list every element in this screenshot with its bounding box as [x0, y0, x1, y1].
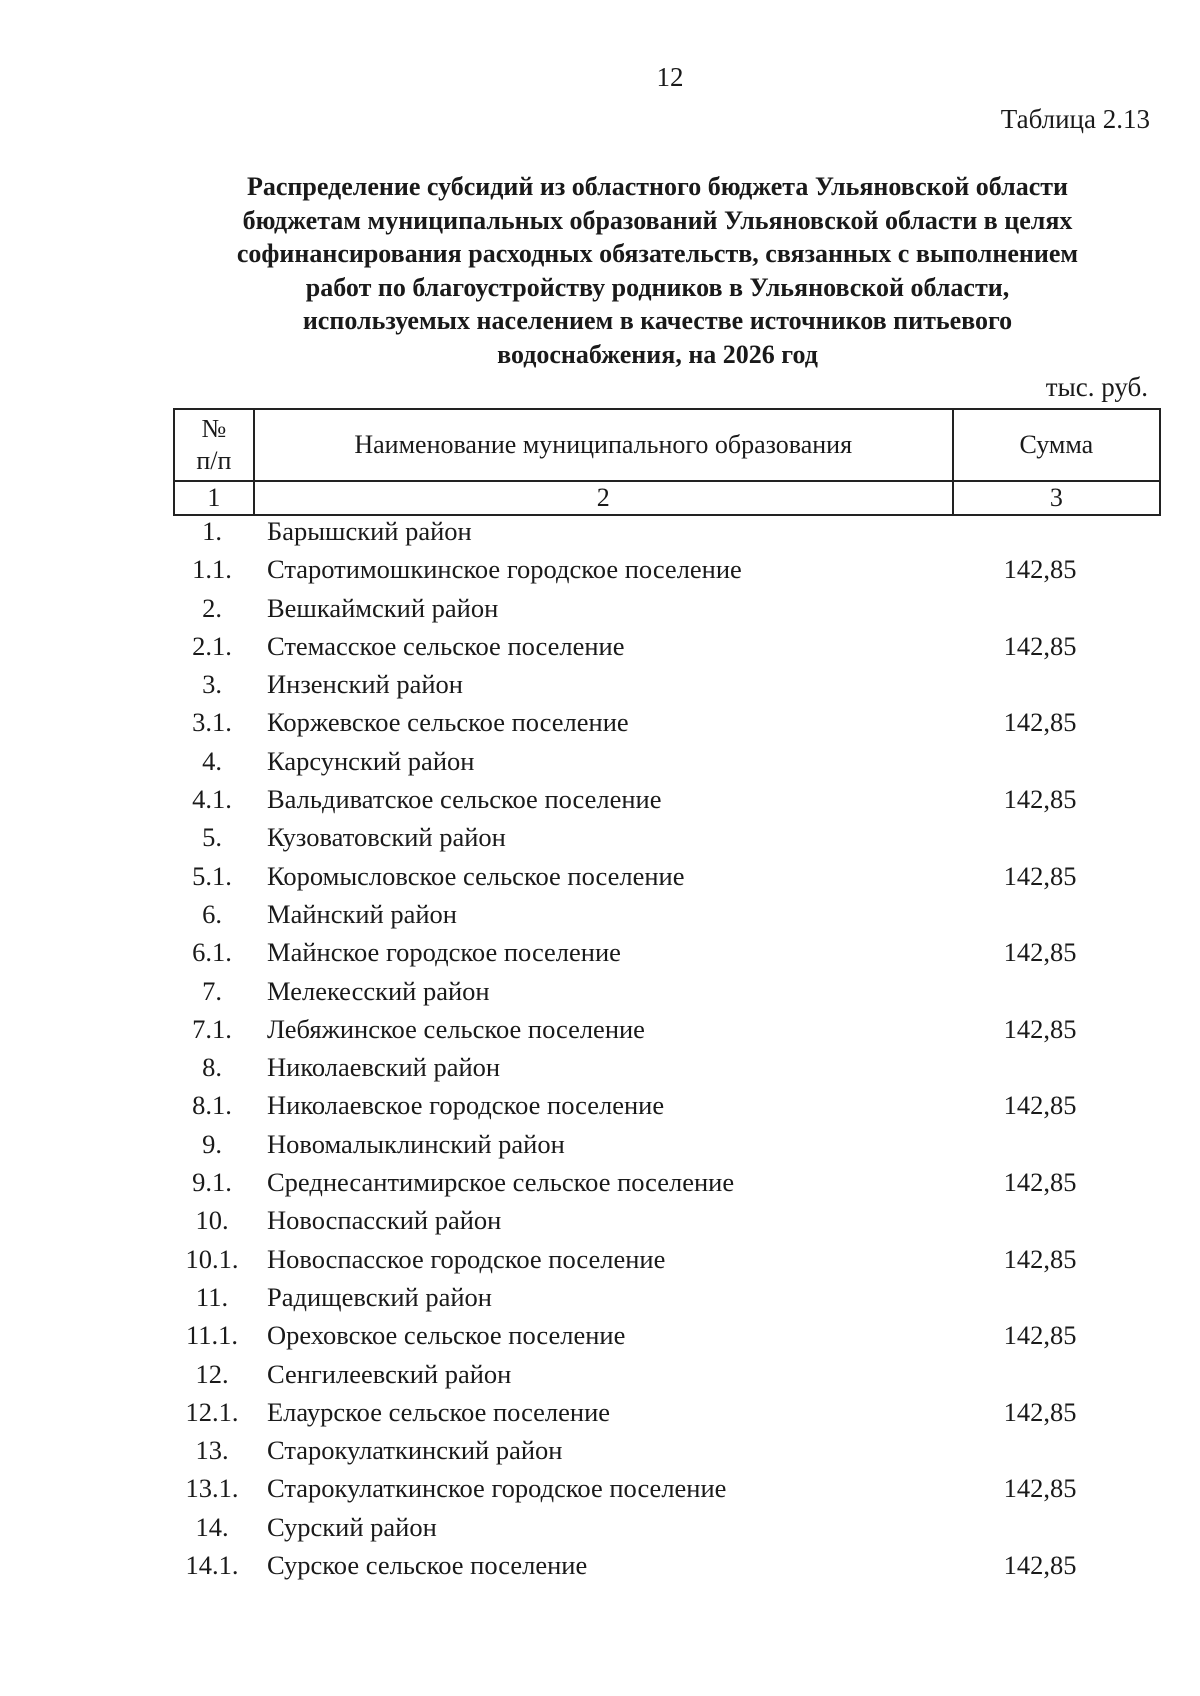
table-row	[173, 933, 1113, 971]
row-name: Инзенский район	[267, 669, 463, 700]
row-number: 14.1.	[185, 1550, 239, 1581]
table-row	[173, 1316, 1113, 1354]
header-index-row	[174, 481, 1160, 515]
table-row	[173, 780, 1113, 818]
header-num-cell	[174, 409, 254, 481]
row-number: 3.	[202, 669, 222, 700]
row-number: 9.1.	[192, 1167, 232, 1198]
row-sum: 142,85	[1003, 937, 1077, 968]
row-sum: 142,85	[1003, 1167, 1077, 1198]
units-label: тыс. руб.	[1045, 372, 1148, 402]
row-number: 11.1.	[185, 1320, 239, 1351]
row-name: Елаурское сельское поселение	[267, 1396, 611, 1427]
table-row	[173, 703, 1113, 741]
row-number: 2.1.	[192, 630, 232, 661]
row-number: 5.	[202, 822, 222, 853]
title-line: работ по благоустройству родников в Ульяновской области,	[305, 272, 1010, 302]
row-number: 12.	[195, 1358, 229, 1389]
row-number: 3.1.	[192, 707, 232, 738]
row-name: Кузоватовский район	[267, 822, 506, 853]
row-number: 11.	[195, 1281, 229, 1312]
row-sum: 142,85	[1003, 554, 1077, 585]
row-number: 8.1.	[192, 1090, 232, 1121]
header-num-symbol: №	[201, 414, 227, 443]
row-number: 13.	[195, 1435, 229, 1466]
row-number: 10.1.	[185, 1243, 239, 1274]
row-number: 7.1.	[192, 1013, 232, 1044]
row-name: Стемасское сельское поселение	[267, 630, 625, 661]
table-row	[173, 512, 1113, 550]
page-number: 12	[656, 62, 684, 92]
table-body	[173, 512, 1113, 1584]
row-number: 10.	[195, 1205, 229, 1236]
table-row	[173, 1201, 1113, 1239]
header-index-2: 2	[254, 481, 953, 515]
table-row	[173, 1086, 1113, 1124]
row-name: Николаевский район	[267, 1052, 501, 1083]
row-number: 4.	[202, 745, 222, 776]
title-line: используемых населением в качестве источников питьевого	[302, 306, 1013, 335]
row-number: 5.1.	[192, 860, 232, 891]
header-num-abbr: п/п	[196, 446, 232, 475]
title-line: водоснабжения, на 2026 год	[497, 339, 818, 369]
table-row	[173, 1393, 1113, 1431]
table-row	[173, 818, 1113, 856]
row-name: Старотимошкинское городское поселение	[267, 554, 742, 585]
table-header	[173, 408, 1161, 516]
row-name: Вальдиватское сельское поселение	[267, 784, 662, 815]
row-name: Барышский район	[267, 516, 472, 546]
table-row	[173, 742, 1113, 780]
table-row	[173, 627, 1113, 665]
row-number: 1.	[202, 516, 222, 546]
row-name: Майнское городское поселение	[267, 937, 621, 968]
row-name: Старокулаткинский район	[267, 1435, 563, 1466]
table-row	[173, 1355, 1113, 1393]
table-row	[173, 1278, 1113, 1316]
table-row	[173, 1010, 1113, 1048]
table-row	[173, 550, 1113, 588]
table-reference: Таблица 2.13	[1000, 104, 1150, 134]
table-row	[173, 895, 1113, 933]
table-row	[173, 665, 1113, 703]
row-name: Коромысловское сельское поселение	[267, 860, 685, 891]
table-row	[173, 1240, 1113, 1278]
table-row	[173, 1469, 1113, 1507]
row-name: Николаевское городское поселение	[267, 1090, 665, 1121]
row-name: Новоспасское городское поселение	[267, 1243, 666, 1274]
table-row	[173, 1163, 1113, 1201]
row-name: Среднесантимирское сельское поселение	[267, 1167, 735, 1198]
row-sum: 142,85	[1003, 630, 1077, 661]
header-name-cell: Наименование муниципального образования	[254, 409, 953, 481]
row-number: 1.1.	[192, 554, 232, 585]
row-name: Мелекесский район	[267, 975, 490, 1006]
row-name: Майнский район	[267, 898, 457, 929]
row-number: 13.1.	[185, 1473, 239, 1504]
row-number: 4.1.	[192, 784, 232, 815]
table-row	[173, 1048, 1113, 1086]
row-number: 9.	[202, 1128, 222, 1159]
row-sum: 142,85	[1003, 1013, 1077, 1044]
row-name: Сурский район	[267, 1511, 437, 1542]
row-sum: 142,85	[1003, 1320, 1077, 1351]
row-sum: 142,85	[1003, 1473, 1077, 1504]
row-number: 2.	[202, 592, 222, 623]
table-row	[173, 589, 1113, 627]
table-row	[173, 857, 1113, 895]
title-line: Распределение субсидий из областного бюджета Ульяновской области	[247, 172, 1068, 201]
title-line: бюджетам муниципальных образований Ульяновской области в целях	[242, 205, 1073, 235]
row-name: Радищевский район	[267, 1281, 492, 1312]
row-number: 12.1.	[185, 1396, 239, 1427]
row-sum: 142,85	[1003, 1550, 1077, 1581]
row-sum: 142,85	[1003, 860, 1077, 891]
title-line: софинансирования расходных обязательств, связанных с выполнением	[236, 239, 1079, 268]
row-name: Коржевское сельское поселение	[267, 707, 629, 738]
row-sum: 142,85	[1003, 784, 1077, 815]
row-number: 8.	[202, 1052, 222, 1083]
row-sum: 142,85	[1003, 1090, 1077, 1121]
header-row	[174, 409, 1160, 481]
table-row	[173, 972, 1113, 1010]
row-name: Новоспасский район	[267, 1205, 502, 1236]
row-number: 7.	[202, 975, 222, 1006]
row-number: 14.	[195, 1511, 229, 1542]
table-row	[173, 1508, 1113, 1546]
row-sum: 142,85	[1003, 1396, 1077, 1427]
header-index-3: 3	[953, 481, 1160, 515]
row-number: 6.1.	[192, 937, 232, 968]
table-row	[173, 1431, 1113, 1469]
row-name: Карсунский район	[267, 745, 475, 776]
row-name: Новомалыклинский район	[267, 1128, 565, 1159]
row-number: 6.	[202, 898, 222, 929]
row-sum: 142,85	[1003, 1243, 1077, 1274]
row-name: Старокулаткинское городское поселение	[267, 1473, 727, 1504]
row-name: Вешкаймский район	[267, 592, 499, 623]
row-name: Сурское сельское поселение	[267, 1550, 588, 1581]
row-name: Ореховское сельское поселение	[267, 1320, 626, 1351]
header-sum-cell: Сумма	[953, 409, 1160, 481]
table-title	[185, 170, 1130, 371]
row-sum: 142,85	[1003, 707, 1077, 738]
table-row	[173, 1125, 1113, 1163]
row-name: Сенгилеевский район	[267, 1358, 512, 1389]
table-row	[173, 1546, 1113, 1584]
header-index-1: 1	[174, 481, 254, 515]
row-name: Лебяжинское сельское поселение	[267, 1013, 645, 1044]
